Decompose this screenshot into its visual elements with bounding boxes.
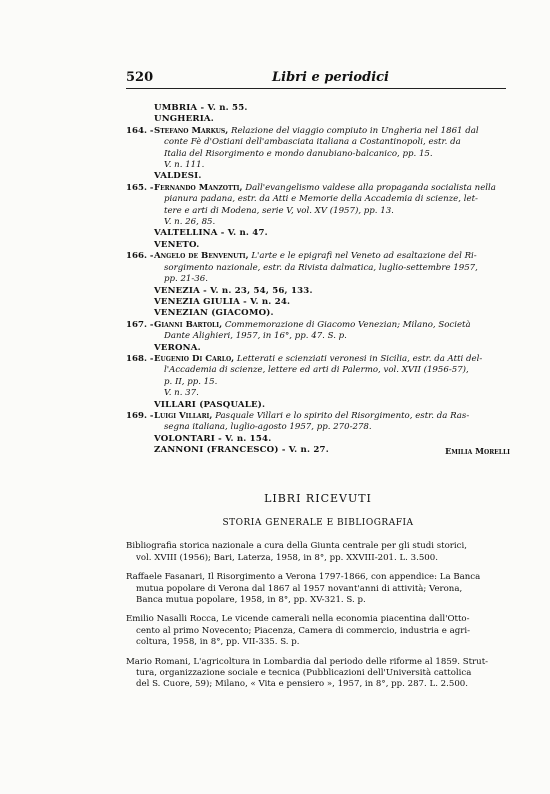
- entry-first-line: [154, 354, 510, 365]
- entry-number: 168. -: [126, 353, 154, 364]
- running-head: Libri e periodici: [272, 70, 389, 85]
- entry-number: 166. -: [126, 251, 154, 262]
- entry-see-also: V. n. 37.: [164, 388, 199, 399]
- index-heading: VILLARI (PASQUALE).: [154, 399, 266, 410]
- entry-text: Relazione del viaggio compiuto in Ungheria nel 1861 dal: [230, 125, 479, 136]
- index-entries: [126, 103, 510, 457]
- entry-text: Commemorazione di Giacomo Venezian; Milano, Società: [224, 319, 471, 330]
- entry-line: sorgimento nazionale, estr. da Rivista dalmatica, luglio-settembre 1957,: [164, 262, 478, 273]
- index-entry: [126, 354, 510, 400]
- entry-text: L'arte e le epigrafi nel Veneto ad esaltazione del Ri-: [251, 251, 477, 262]
- entry-line: l'Accademia di scienze, lettere ed arti di Palermo, vol. XVII (1956-57),: [164, 365, 469, 376]
- entry-first-line: [154, 411, 510, 422]
- header-rule: [126, 88, 506, 89]
- entry-number: 167. -: [126, 319, 154, 330]
- index-entry: [126, 411, 510, 434]
- entry-first-line: [154, 126, 510, 137]
- book-line: del S. Cuore, 59); Milano, « Vita e pensiero », 1957, in 8°, pp. 287. L. 2.500.: [136, 679, 468, 690]
- entry-line: pianura padana, estr. da Atti e Memorie della Accademia di scienze, let-: [164, 194, 478, 205]
- entry-author: Luigi Villari,: [154, 410, 213, 421]
- entry-first-line: [154, 320, 510, 331]
- page-header: [126, 70, 506, 88]
- document-body: [126, 103, 510, 699]
- books-list: [126, 541, 510, 690]
- index-entry: [126, 126, 510, 172]
- book-entry: [126, 541, 510, 564]
- book-line: coltura, 1958, in 8°, pp. VII-335. S. p.: [136, 637, 300, 648]
- signature: Emilia Morelli: [445, 445, 510, 456]
- book-entry: [126, 614, 510, 648]
- entry-line: Dante Alighieri, 1957, in 16°, pp. 47. S. p.: [164, 331, 347, 342]
- entry-text: Dall'evangelismo valdese alla propaganda socialista nella: [245, 182, 496, 193]
- index-entry: [126, 320, 510, 343]
- book-entry: [126, 657, 510, 691]
- index-heading: VALDESI.: [154, 171, 202, 182]
- entry-see-also: V. n. 111.: [164, 160, 205, 171]
- index-entry: [126, 251, 510, 285]
- entry-line: Italia del Risorgimento e mondo danubiano-balcanico, pp. 15.: [164, 148, 433, 159]
- entry-author: Fernando Manzotti,: [154, 182, 243, 193]
- entry-author: Eugenio Di Carlo,: [154, 353, 235, 364]
- entry-line: conte Fè d'Ostiani dell'ambasciata italiana a Costantinopoli, estr. da: [164, 137, 461, 148]
- section-title: LIBRI RICEVUTI: [264, 491, 372, 505]
- index-heading: VENEZIAN (GIACOMO).: [154, 308, 274, 319]
- entry-line: segna italiana, luglio-agosto 1957, pp. 270-278.: [164, 422, 372, 433]
- book-entry: [126, 572, 510, 606]
- entry-number: 165. -: [126, 182, 154, 193]
- entry-number: 164. -: [126, 125, 154, 136]
- book-line: Emilio Nasalli Rocca, Le vicende camerali nella economia piacentina dall'Otto-: [126, 614, 470, 625]
- book-line: cento al primo Novecento; Piacenza, Camera di commercio, industria e agri-: [136, 625, 470, 636]
- entry-text: Letterati e scienziati veronesi in Sicilia, estr. da Atti del-: [236, 353, 483, 364]
- book-line: tura, organizzazione sociale e tecnica (Pubblicazioni dell'Università cattolica: [136, 668, 472, 679]
- page-number: 520: [126, 70, 154, 85]
- book-line: vol. XVIII (1956); Bari, Laterza, 1958, in 8°, pp. XXVIII-201. L. 3.500.: [136, 552, 438, 563]
- entry-number: 169. -: [126, 410, 154, 421]
- entry-line: pp. 21-36.: [164, 274, 208, 285]
- entry-line: tere e arti di Modena, serie V, vol. XV (1957), pp. 13.: [164, 205, 394, 216]
- index-heading: ZANNONI (FRANCESCO) - V. n. 27.: [154, 445, 329, 456]
- entry-line: p. II, pp. 15.: [164, 376, 218, 387]
- index-heading: VENEZIA - V. n. 23, 54, 56, 133.: [154, 285, 313, 296]
- index-heading: VENETO.: [154, 239, 200, 250]
- index-entry: [126, 183, 510, 229]
- index-heading: VERONA.: [154, 342, 201, 353]
- entry-author: Stefano Markus,: [154, 125, 229, 136]
- book-line: Raffaele Fasanari, Il Risorgimento a Verona 1797-1866, con appendice: La Banca: [126, 572, 481, 583]
- book-line: Banca mutua popolare, 1958, in 8°, pp. XV-321. S. p.: [136, 595, 366, 606]
- index-heading: VOLONTARI - V. n. 154.: [154, 433, 272, 444]
- index-heading: VALTELLINA - V. n. 47.: [154, 228, 268, 239]
- index-heading: VENEZIA GIULIA - V. n. 24.: [154, 296, 291, 307]
- book-line: Mario Romani, L'agricoltura in Lombardia dal periodo delle riforme al 1859. Strut-: [126, 656, 489, 667]
- entry-author: Angelo de Benvenuti,: [154, 251, 249, 262]
- index-heading: UNGHERIA.: [154, 114, 214, 125]
- index-heading: UMBRIA - V. n. 55.: [154, 103, 248, 113]
- entry-first-line: [154, 183, 510, 194]
- entry-see-also: V. n. 26, 85.: [164, 217, 216, 228]
- book-line: mutua popolare di Verona dal 1867 al 1957 novant'anni di attività; Verona,: [136, 583, 463, 594]
- subsection-title: STORIA GENERALE E BIBLIOGRAFIA: [222, 518, 414, 528]
- entry-author: Gianni Bartoli,: [154, 319, 223, 330]
- entry-first-line: [154, 251, 510, 262]
- book-line: Bibliografia storica nazionale a cura della Giunta centrale per gli studi storici,: [126, 541, 467, 552]
- entry-text: Pasquale Villari e lo spirito del Risorgimento, estr. da Ras-: [215, 410, 470, 421]
